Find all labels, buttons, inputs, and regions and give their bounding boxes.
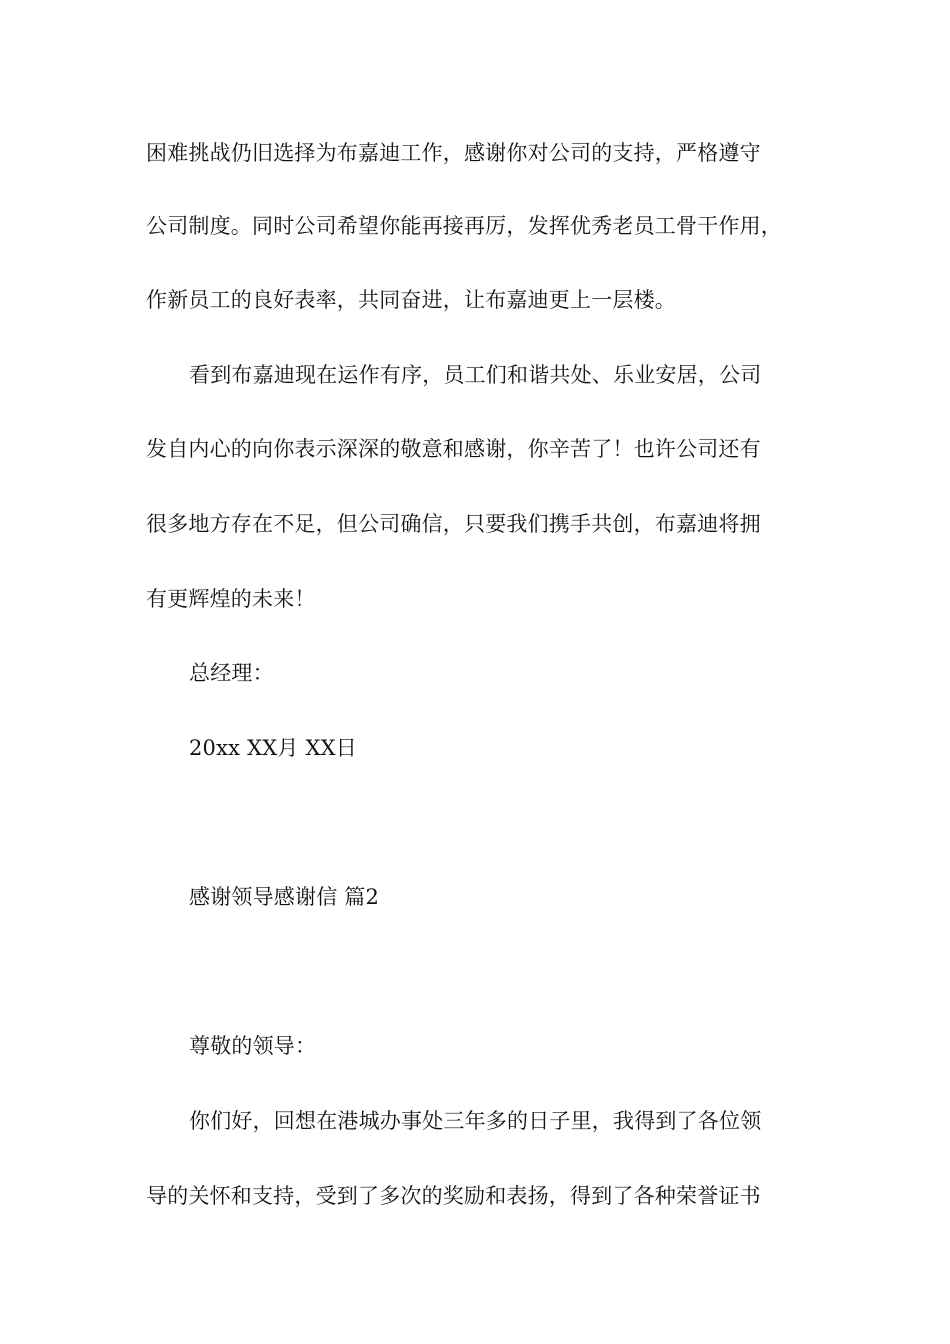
section-heading: 感谢领导感谢信 篇2 (189, 885, 380, 909)
signature-title: 总经理： (189, 661, 274, 685)
body-line: 作新员工的良好表率，共同奋进，让布嘉迪更上一层楼。 (146, 288, 676, 312)
body-line: 有更辉煌的未来！ (146, 587, 316, 611)
body-line: 发自内心的向你表示深深的敬意和感谢，你辛苦了！也许公司还有 (146, 437, 761, 461)
paragraph-first-line: 你们好，回想在港城办事处三年多的日子里，我得到了各位领 (189, 1109, 762, 1133)
body-line: 公司制度。同时公司希望你能再接再厉，发挥优秀老员工骨干作用， (146, 214, 782, 238)
body-line: 导的关怀和支持，受到了多次的奖励和表扬，得到了各种荣誉证书 (146, 1184, 761, 1208)
paragraph-first-line: 看到布嘉迪现在运作有序，员工们和谐共处、乐业安居，公司 (189, 363, 762, 387)
signature-date: 20xx XX月 XX日 (189, 736, 357, 760)
body-line: 困难挑战仍旧选择为布嘉迪工作，感谢你对公司的支持，严格遵守 (146, 141, 761, 165)
salutation: 尊敬的领导： (189, 1034, 317, 1058)
body-line: 很多地方存在不足，但公司确信，只要我们携手共创，布嘉迪将拥 (146, 512, 761, 536)
